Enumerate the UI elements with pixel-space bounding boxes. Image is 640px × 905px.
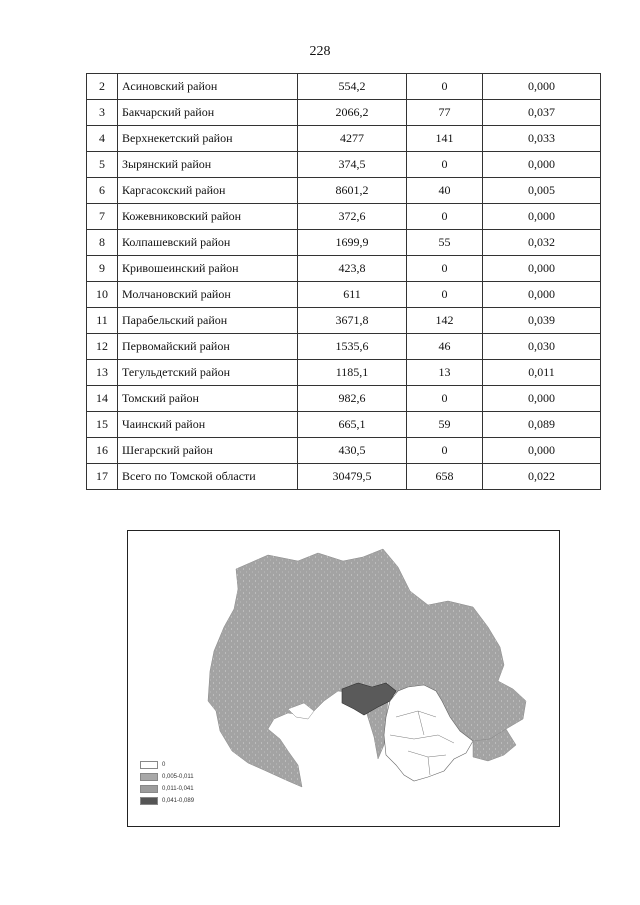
- row-number: 16: [87, 438, 118, 464]
- area-value: 554,2: [298, 74, 407, 100]
- table-row: [87, 256, 601, 282]
- table-row: [87, 412, 601, 438]
- table-row: [87, 152, 601, 178]
- row-number: 11: [87, 308, 118, 334]
- district-name: Всего по Томской области: [118, 464, 298, 490]
- density-value: 0,011: [483, 360, 601, 386]
- row-number: 15: [87, 412, 118, 438]
- area-value: 30479,5: [298, 464, 407, 490]
- district-name: Парабельский район: [118, 308, 298, 334]
- density-value: 0,000: [483, 438, 601, 464]
- map-figure: [127, 530, 560, 827]
- density-value: 0,022: [483, 464, 601, 490]
- count-value: 0: [407, 256, 483, 282]
- count-value: 0: [407, 204, 483, 230]
- row-number: 7: [87, 204, 118, 230]
- legend-item: [140, 795, 194, 807]
- density-value: 0,033: [483, 126, 601, 152]
- density-value: 0,030: [483, 334, 601, 360]
- density-value: 0,000: [483, 204, 601, 230]
- table-row: [87, 282, 601, 308]
- table-row: [87, 464, 601, 490]
- density-value: 0,000: [483, 282, 601, 308]
- count-value: 40: [407, 178, 483, 204]
- count-value: 658: [407, 464, 483, 490]
- area-value: 665,1: [298, 412, 407, 438]
- row-number: 13: [87, 360, 118, 386]
- legend-label: 0,005-0,011: [162, 774, 194, 780]
- district-name: Колпашевский район: [118, 230, 298, 256]
- area-value: 1535,6: [298, 334, 407, 360]
- area-value: 423,8: [298, 256, 407, 282]
- area-value: 8601,2: [298, 178, 407, 204]
- count-value: 0: [407, 282, 483, 308]
- district-name: Томский район: [118, 386, 298, 412]
- table-row: [87, 100, 601, 126]
- count-value: 59: [407, 412, 483, 438]
- legend-swatch: [140, 797, 158, 805]
- density-value: 0,000: [483, 74, 601, 100]
- district-table: [86, 73, 601, 490]
- district-name: Шегарский район: [118, 438, 298, 464]
- table-row: [87, 204, 601, 230]
- area-value: 2066,2: [298, 100, 407, 126]
- district-name: Тегульдетский район: [118, 360, 298, 386]
- density-value: 0,005: [483, 178, 601, 204]
- density-value: 0,000: [483, 386, 601, 412]
- density-value: 0,037: [483, 100, 601, 126]
- table-row: [87, 178, 601, 204]
- legend-label: 0,041-0,089: [162, 798, 195, 804]
- table-row: [87, 386, 601, 412]
- table-row: [87, 438, 601, 464]
- legend-swatch: [140, 761, 158, 769]
- district-name: Верхнекетский район: [118, 126, 298, 152]
- count-value: 141: [407, 126, 483, 152]
- table-body: [87, 74, 601, 490]
- area-value: 372,6: [298, 204, 407, 230]
- density-value: 0,000: [483, 256, 601, 282]
- row-number: 4: [87, 126, 118, 152]
- district-name: Кожевниковский район: [118, 204, 298, 230]
- district-name: Зырянский район: [118, 152, 298, 178]
- area-value: 374,5: [298, 152, 407, 178]
- count-value: 0: [407, 438, 483, 464]
- density-value: 0,089: [483, 412, 601, 438]
- legend-label: 0: [162, 762, 166, 768]
- count-value: 142: [407, 308, 483, 334]
- row-number: 10: [87, 282, 118, 308]
- area-value: 4277: [298, 126, 407, 152]
- legend-item: [140, 771, 194, 783]
- table-row: [87, 230, 601, 256]
- legend-item: [140, 783, 194, 795]
- area-value: 1699,9: [298, 230, 407, 256]
- area-value: 1185,1: [298, 360, 407, 386]
- area-value: 430,5: [298, 438, 407, 464]
- district-name: Молчановский район: [118, 282, 298, 308]
- row-number: 8: [87, 230, 118, 256]
- density-value: 0,000: [483, 152, 601, 178]
- table-row: [87, 126, 601, 152]
- legend-swatch: [140, 773, 158, 781]
- row-number: 2: [87, 74, 118, 100]
- row-number: 9: [87, 256, 118, 282]
- count-value: 55: [407, 230, 483, 256]
- count-value: 0: [407, 386, 483, 412]
- row-number: 3: [87, 100, 118, 126]
- table-row: [87, 334, 601, 360]
- district-name: Бакчарский район: [118, 100, 298, 126]
- count-value: 77: [407, 100, 483, 126]
- table-row: [87, 360, 601, 386]
- table-row: [87, 308, 601, 334]
- density-value: 0,039: [483, 308, 601, 334]
- district-name: Чаинский район: [118, 412, 298, 438]
- count-value: 13: [407, 360, 483, 386]
- area-value: 611: [298, 282, 407, 308]
- district-name: Каргасокский район: [118, 178, 298, 204]
- row-number: 5: [87, 152, 118, 178]
- row-number: 6: [87, 178, 118, 204]
- area-value: 3671,8: [298, 308, 407, 334]
- district-name: Кривошеинский район: [118, 256, 298, 282]
- legend-item: [140, 759, 194, 771]
- district-name: Первомайский район: [118, 334, 298, 360]
- row-number: 17: [87, 464, 118, 490]
- row-number: 12: [87, 334, 118, 360]
- legend-swatch: [140, 785, 158, 793]
- district-name: Асиновский район: [118, 74, 298, 100]
- count-value: 46: [407, 334, 483, 360]
- legend-label: 0,011-0,041: [162, 786, 194, 792]
- count-value: 0: [407, 152, 483, 178]
- page-number: 228: [309, 44, 331, 59]
- density-value: 0,032: [483, 230, 601, 256]
- count-value: 0: [407, 74, 483, 100]
- area-value: 982,6: [298, 386, 407, 412]
- map-legend: [140, 759, 194, 807]
- row-number: 14: [87, 386, 118, 412]
- table-row: [87, 74, 601, 100]
